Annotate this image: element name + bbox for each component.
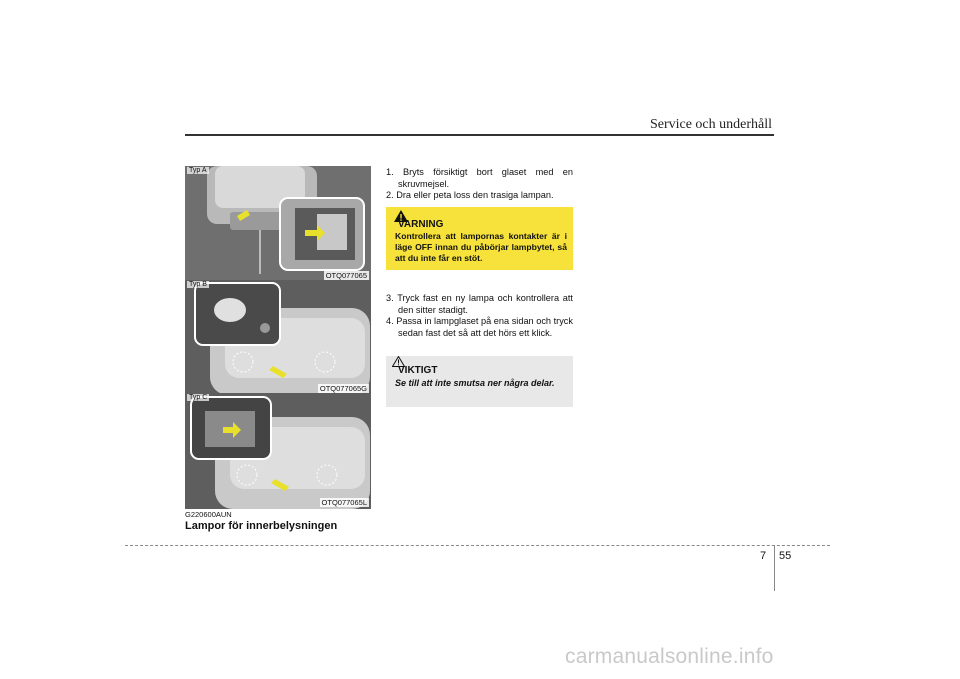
notice-box [386, 356, 573, 407]
step-2: 2. Dra eller peta loss den trasiga lampan. [386, 190, 554, 200]
figure-typ-a [185, 166, 371, 282]
notice-title: VIKTIGT [398, 365, 438, 376]
figure-typ-b-label: Typ B [189, 281, 207, 288]
step-1: 1. Bryts försiktigt bort glaset med en skruvmejsel. [386, 167, 573, 189]
figure-typ-c-label: Typ C [189, 394, 208, 401]
figure-typ-b [185, 280, 371, 395]
section-code: G220600AUN [185, 510, 232, 519]
steps-list-b [386, 293, 573, 339]
footer-rule [125, 545, 830, 546]
footer-divider [774, 545, 775, 591]
figure-typ-a-label: Typ A [189, 167, 207, 174]
figure-typ-a-illustration [185, 166, 371, 282]
step-3: 3. Tryck fast en ny lampa och kontrollera att den sitter stadigt. [386, 293, 573, 315]
chapter-number: 7 [760, 550, 767, 562]
figure-typ-a-code: OTQ077065 [325, 271, 367, 280]
header-rule [185, 134, 774, 136]
steps-list-a [386, 167, 573, 202]
warning-title: VARNING [398, 219, 444, 230]
warning-box [386, 207, 573, 270]
step-4: 4. Passa in lampglaset på ena sidan och tryck sedan fast det så att det hörs ett klick. [386, 316, 573, 338]
watermark: carmanualsonline.info [565, 645, 774, 668]
warning-body: Kontrollera att lampornas kontakter är i läge OFF innan du påbörjar lampbytet, så att du inte får en stöt. [395, 231, 567, 263]
figure-typ-c [185, 393, 371, 509]
notice-body: Se till att inte smutsa ner några delar. [395, 378, 555, 388]
figure-typ-c-code: OTQ077065L [321, 498, 367, 507]
figure-typ-b-illustration [185, 280, 371, 395]
page-header-title: Service och underhåll [649, 117, 772, 132]
figure-typ-c-illustration [185, 393, 371, 509]
section-title: Lampor för innerbelysningen [185, 520, 338, 532]
page-number: 55 [779, 550, 792, 562]
figure-typ-b-code: OTQ077065G [319, 384, 367, 393]
